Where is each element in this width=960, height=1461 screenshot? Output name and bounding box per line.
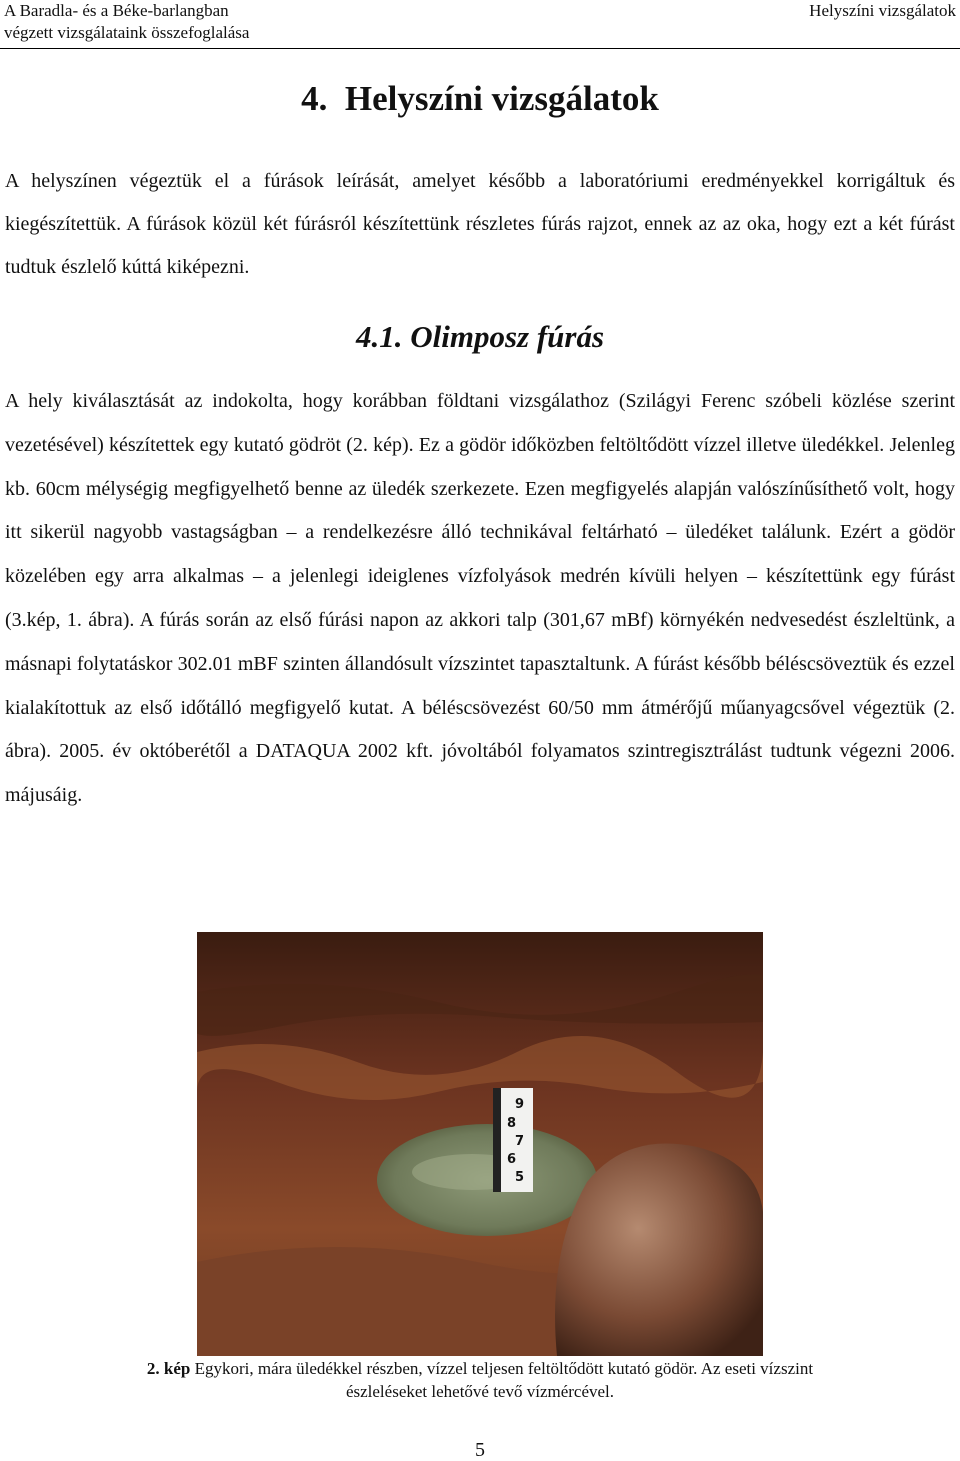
chapter-title: 4. Helyszíni vizsgálatok <box>301 79 659 118</box>
page-header <box>0 0 960 49</box>
photo-caption <box>120 1357 840 1403</box>
header-right: Helyszíni vizsgálatok <box>809 1 956 20</box>
gauge-number: 8 <box>507 1116 517 1131</box>
page-number: 5 <box>475 1439 485 1461</box>
gauge-stripe <box>493 1088 501 1192</box>
caption-label: 2. kép <box>146 1359 191 1378</box>
cave-pit-photo <box>197 932 763 1356</box>
header-left-line2: végzett vizsgálataink összefoglalása <box>4 23 250 42</box>
water-gauge <box>493 1088 533 1192</box>
caption-text: Egykori, mára üledékkel részben, vízzel teljesen feltöltődött kutató gödör. Az eseti vízszint észleléseket lehetővé tevő vízmércével. <box>190 1359 814 1401</box>
gauge-number: 7 <box>515 1134 525 1149</box>
gauge-number: 5 <box>515 1170 525 1185</box>
gauge-number: 6 <box>507 1152 517 1167</box>
header-left-line1: A Baradla- és a Béke-barlangban <box>4 1 229 20</box>
intro-paragraph: A helyszínen végeztük el a fúrások leírását, amelyet később a laboratóriumi eredményekkel korrigáltuk és kiegészítettük. A fúrások közül két fúrásról készítettünk részletes fúrás rajzot, ennek az az oka, hogy ezt a két fúrást tudtuk észlelő kúttá kiképezni. <box>5 170 955 278</box>
gauge-number: 9 <box>515 1097 525 1112</box>
section-title: 4.1. Olimposz fúrás <box>355 319 605 354</box>
header-left <box>4 0 249 44</box>
section-paragraph: A hely kiválasztását az indokolta, hogy korábban földtani vizsgálathoz (Szilágyi Ferenc szóbeli közlése szerint vezetésével) készítettek egy kutató gödröt (2. kép). Ez a gödör időközben feltöltődött vízzel illetve üledékkel. Jelenleg kb. 60cm mélységig megfigyelhető benne az üledék szerkezete. Ezen megfigyelés alapján valószínűsíthető volt, hogy itt sikerül nagyobb vastagságban – a rendelkezésre álló technikával feltárható – üledéket találunk. Ezért a gödör közelében egy arra alkalmas – a jelenlegi ideiglenes vízfolyások medrén kívüli helyen – készítettünk egy fúrást (3.kép, 1. ábra). A fúrás során az első fúrási napon az akkori talp (301,67 mBf) környékén nedvesedést észleltünk, a másnapi folytatáskor 302.01 mBF szinten állandósult vízszintet tapasztaltunk. A fúrást később béléscsöveztük és ezzel kialakítottuk az első időtálló megfigyelő kutat. A béléscsövezést 60/50 mm átmérőjű műanyagcsővel végeztük (2. ábra). 2005. év októberétől a DATAQUA 2002 kft. jóvoltából folyamatos szintregisztrálást tudtunk végezni 2006. májusáig. <box>5 390 955 807</box>
